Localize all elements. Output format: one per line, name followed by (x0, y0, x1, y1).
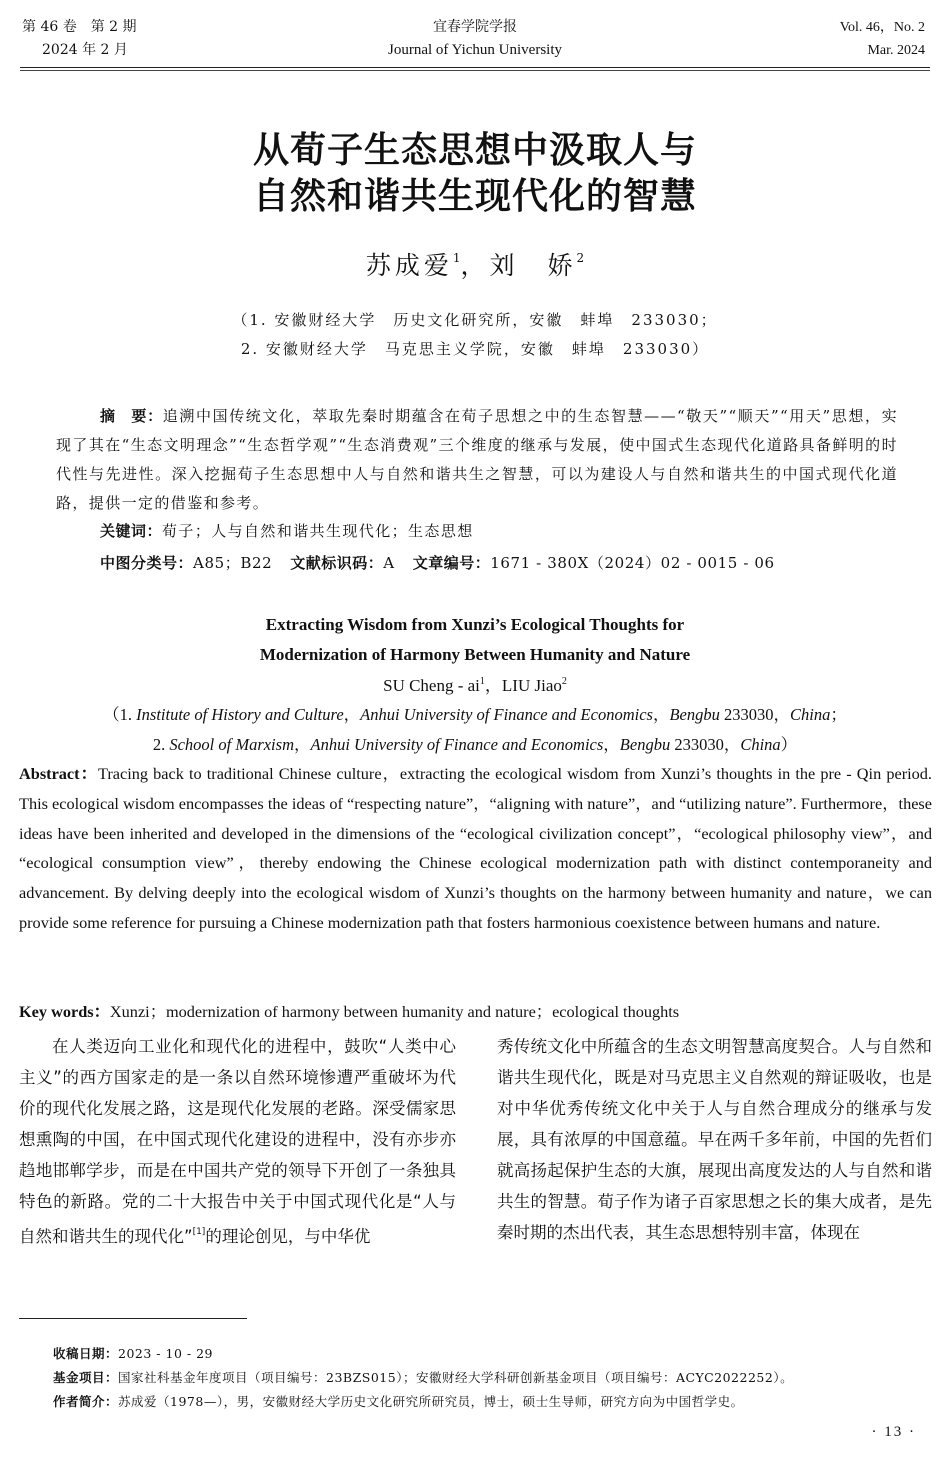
english-author-1-mark: 1 (479, 676, 485, 687)
journal-name-cn: 宜春学院学报 (433, 19, 517, 35)
body-right-text: 秀传统文化中所蕴含的生态文明智慧高度契合。人与自然和谐共生现代化，既是对马克思主义自然观的辩证吸收，也是对中华优秀传统文化中关于人与自然合理成分的继承与发展，具有浓厚的中国意蕴。早在两千多年前，中国的先哲们就高扬起保护生态的大旗，展现出高度发达的人与自然和谐共生的智慧。荀子作为诸子百家思想之长的集大成者，是先秦时期的杰出代表，其生态思想特别丰富，体现在 (497, 1037, 932, 1242)
english-author-2-mark: 2 (561, 676, 567, 687)
received-label: 收稿日期： (53, 1346, 119, 1361)
affil-1-institute: Institute of History and Culture (136, 705, 344, 724)
english-title-line2: Modernization of Harmony Between Humanity and Nature (259, 645, 691, 664)
affil-2-country: China (740, 735, 781, 754)
affil-1-prefix: （1. (103, 705, 137, 724)
journal-name (0, 16, 950, 62)
article-title-line1: 从荀子生态思想中汲取人与 (252, 130, 697, 171)
body-left-text-end: 的理论创见，与中华优 (205, 1227, 371, 1246)
doc-code-value: A (383, 554, 395, 572)
keywords-cn-label: 关键词： (100, 522, 163, 540)
abstract-cn-text: 追溯中国传统文化，萃取先秦时期蕴含在荀子思想之中的生态智慧——“敬天”“顺天”“用天”思想，实现了其在“生态文明理念”“生态哲学观”“生态消费观”三个维度的继承与发展，使中国式生态现代化道路具备鲜明的时代性与先进性。深入挖掘荀子生态思想中人与自然和谐共生之智慧，可以为建设人与自然和谐共生的中国式现代化道路，提供一定的借鉴和参考。 (56, 407, 898, 512)
received-date: 2023 - 10 - 29 (118, 1346, 213, 1361)
footnote-rule (19, 1318, 247, 1319)
keywords-en-label: Key words： (19, 1002, 110, 1021)
doc-code-label: 文献标识码： (290, 554, 384, 572)
affil-2-university: Anhui University of Finance and Economics (310, 735, 604, 754)
article-title-line2: 自然和谐共生现代化的智慧 (252, 176, 697, 217)
volume-issue-en: Vol. 46，No. 2 (839, 20, 925, 35)
affil-2-end: ） (780, 735, 798, 754)
affil-2-postcode: 233030， (674, 735, 741, 754)
author-2-affil-mark: 2 (576, 251, 585, 265)
funding-label: 基金项目： (53, 1370, 119, 1385)
affiliation-1: （1. 安徽财经大学 历史文化研究所，安徽 蚌埠 233030； (232, 311, 718, 329)
english-author-2: LIU Jiao (501, 676, 562, 695)
affil-1-comma-b: ， (652, 705, 670, 724)
affil-1-country: China (789, 705, 831, 724)
keywords-en (19, 998, 679, 1022)
english-affiliation-2 (0, 730, 950, 760)
affil-2-prefix: 2. (152, 735, 170, 754)
journal-name-en: Journal of Yichun University (387, 42, 562, 58)
body-column-left (19, 1031, 456, 1252)
author-1: 苏成爱 (365, 251, 453, 280)
affiliation-2: 2. 安徽财经大学 马克思主义学院，安徽 蚌埠 233030） (240, 340, 710, 358)
affil-1-university: Anhui University of Finance and Economics (360, 705, 653, 724)
keywords-cn-text: 荀子；人与自然和谐共生现代化；生态思想 (162, 522, 474, 540)
body-column-right (497, 1031, 932, 1248)
affil-2-comma-a: ， (293, 735, 311, 754)
abstract-en-text: Tracing back to traditional Chinese culture，extracting the ecological wisdom from Xunzi’s thoughts in the pre - Qin period. This ecological wisdom encompasses the ideas of “respecting nature”，“aligning with nature”，and “utilizing nature”. Furthermore，these ideas have been inherited and developed in the dimensions of the “ecological civilization concept”，“ecological philosophy view”，and “ecological consumption view”，thereby endowing the Chinese ecological modernization path with distinct contemporaneity and advancement. By delving deeply into the ecological wisdom of Xunzi’s thoughts on the harmony between humanity and nature，we can provide some reference for pursuing a Chinese modernization path that fosters harmonious coexistence between humans and nature. (19, 764, 932, 932)
citation-ref-1[interactable]: [1] (192, 1227, 206, 1237)
english-author-1: SU Cheng - ai (383, 676, 480, 695)
affil-2-institute: School of Marxism (169, 735, 294, 754)
classification-line (100, 552, 775, 573)
author-1-affil-mark: 1 (452, 251, 461, 265)
affil-1-city: Bengbu (669, 705, 720, 724)
english-affiliation-1 (0, 700, 950, 730)
clc-value: A85；B22 (193, 554, 273, 572)
volume-issue: 第 46 卷 第 2 期 (22, 19, 137, 35)
footnote-received (53, 1344, 933, 1364)
abstract-cn-label: 摘 要： (100, 407, 163, 425)
header-rule-thin (20, 70, 930, 71)
issue-date-cn: 2024 年 2 月 (42, 42, 128, 58)
affiliations (0, 306, 950, 364)
page-number: · 13 · (871, 1424, 916, 1440)
issue-date-en: Mar. 2024 (867, 43, 925, 58)
affil-1-end: ； (830, 705, 847, 724)
abstract-en (19, 759, 932, 938)
author-bio-label: 作者简介： (53, 1394, 119, 1409)
header-rule (20, 67, 930, 68)
english-title (0, 610, 950, 670)
author-separator: ， (460, 251, 490, 280)
abstract-en-label: Abstract： (19, 764, 98, 783)
affil-1-postcode: 233030， (723, 705, 790, 724)
journal-volume-info-en (840, 16, 925, 62)
author-list (0, 246, 950, 282)
keywords-cn (100, 520, 474, 541)
keywords-en-text: Xunzi；modernization of harmony between humanity and nature；ecological thoughts (109, 1002, 680, 1021)
funding-text: 国家社科基金年度项目（项目编号：23BZS015）；安徽财经大学科研创新基金项目（项目编号：ACYC2022252）。 (118, 1370, 794, 1385)
affil-2-city: Bengbu (619, 735, 671, 754)
footnote-funding (53, 1368, 933, 1388)
affil-1-comma-a: ， (343, 705, 361, 724)
english-author-separator: ， (484, 676, 502, 695)
body-left-text: 在人类迈向工业化和现代化的进程中，鼓吹“人类中心主义”的西方国家走的是一条以自然环境惨遭严重破坏为代价的现代化发展之路，这是现代化发展的老路。深受儒家思想熏陶的中国，在中国式现代化建设的进程中，没有亦步亦趋地邯郸学步，而是在中国共产党的领导下开创了一条独具特色的新路。党的二十大报告中关于中国式现代化是“人与自然和谐共生的现代化” (19, 1037, 456, 1246)
author-2: 刘 娇 (489, 251, 577, 280)
footnote-author-bio (53, 1392, 933, 1412)
author-bio-text: 苏成爱（1978—），男，安徽财经大学历史文化研究所研究员，博士，硕士生导师，研究方向为中国哲学史。 (118, 1394, 744, 1409)
affil-2-comma-b: ， (603, 735, 620, 754)
abstract-cn (56, 402, 898, 518)
article-title (0, 128, 950, 220)
article-number-label: 文章编号： (412, 554, 491, 572)
article-number-value: 1671 - 380X（2024）02 - 0015 - 06 (490, 554, 775, 572)
english-affiliations (0, 700, 950, 760)
english-author-list (0, 671, 950, 696)
clc-label: 中图分类号： (100, 554, 194, 572)
english-title-line1: Extracting Wisdom from Xunzi’s Ecological Thoughts for (265, 615, 685, 634)
